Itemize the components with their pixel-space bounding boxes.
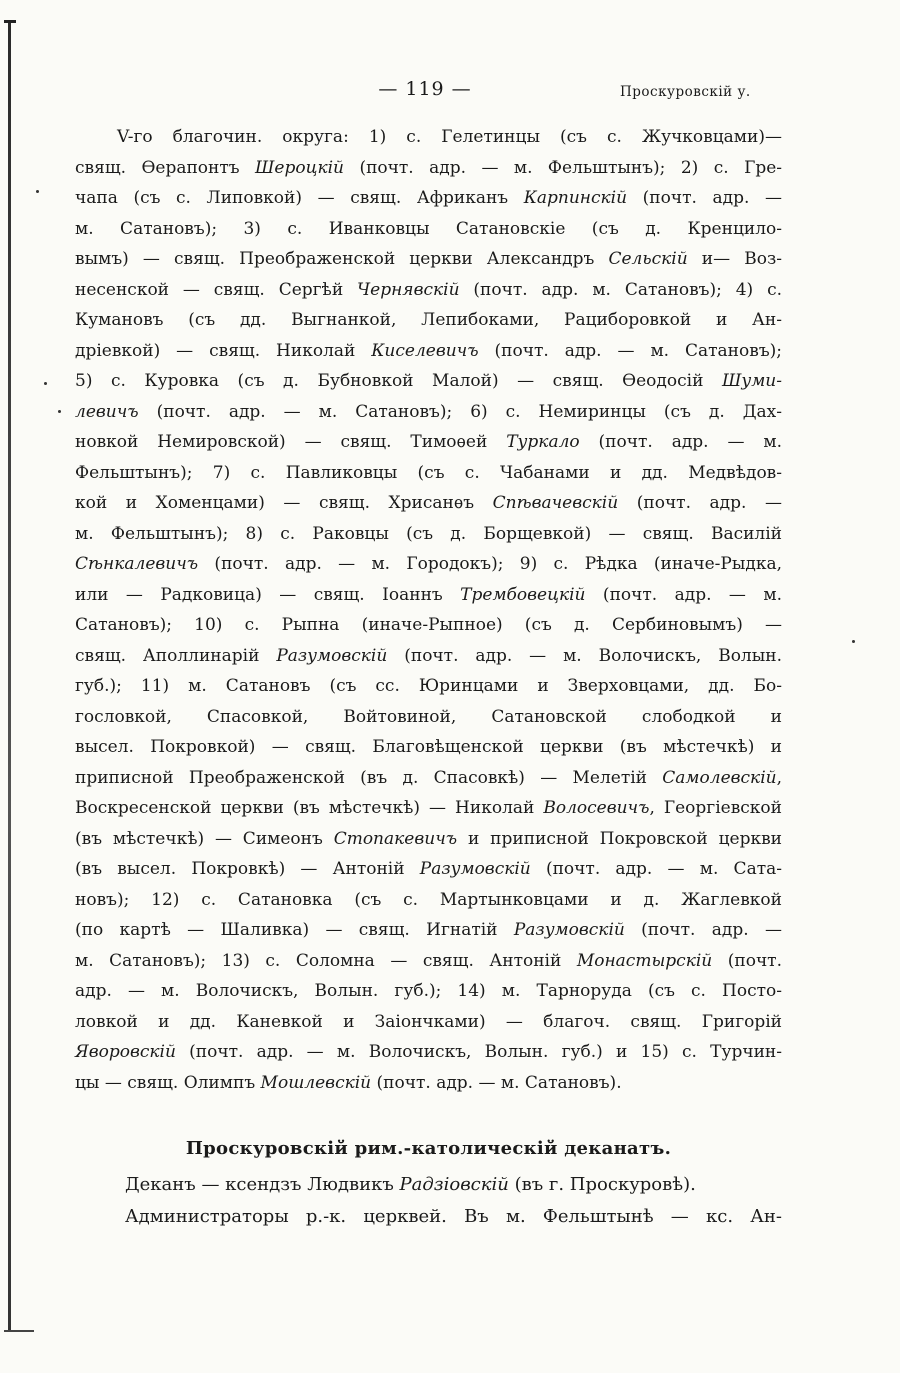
line-text: Кумановъ (съ дд. Выгнанкой, Лепибоками, Рациборовкой и Ан-	[75, 310, 782, 330]
paragraph-line	[75, 488, 782, 519]
line-text: гословкой, Спасовкой, Войтовиной, Сатановской слободкой и	[75, 706, 782, 727]
paragraph-line	[75, 763, 782, 794]
paragraph-line	[75, 1007, 782, 1038]
line-text: ,	[776, 767, 782, 788]
paragraph-line	[75, 915, 782, 946]
paragraph-line	[75, 946, 782, 977]
surname: Мошлевскій	[260, 1072, 372, 1093]
paragraph-line	[75, 549, 782, 580]
running-head: Проскуровскій у.	[620, 84, 751, 100]
line-text: (почт. адр. — м. Фельштынъ); 2) с. Гре-	[344, 157, 783, 178]
scan-binding-edge	[8, 22, 11, 1332]
dean-line	[75, 1174, 782, 1195]
surname: Разумовскій	[419, 859, 531, 879]
page-number: — 119 —	[378, 78, 472, 100]
line-text: вымъ) — свящ. Преображенской церкви Александръ	[75, 249, 609, 269]
administrators-line: Администраторы р.-к. церквей. Въ м. Фельштынѣ — кс. Ан-	[125, 1206, 782, 1227]
paragraph-line	[75, 366, 782, 397]
paragraph-line	[75, 641, 782, 672]
line-text: (въ высел. Покровкѣ) — Антоній	[75, 859, 420, 879]
dean-surname: Радзіовскій	[399, 1174, 509, 1195]
paragraph-line	[75, 824, 782, 855]
line-text: свящ. Ѳерапонтъ	[75, 157, 256, 178]
line-text: м. Фельштынъ); 8) с. Раковцы (съ д. Борщевкой) — свящ. Василій	[75, 523, 782, 544]
paragraph-line	[75, 976, 782, 1007]
surname: Шуми-	[721, 371, 782, 391]
line-text: адр. — м. Волочискъ, Волын. губ.); 14) м. Тарноруда (съ с. Посто-	[75, 981, 782, 1001]
section-heading: Проскуровскій рим.-католическій деканатъ.	[185, 1138, 672, 1159]
dean-text-2: (въ г. Проскуровѣ).	[508, 1174, 696, 1195]
scan-speck	[58, 410, 61, 413]
surname: Сельскій	[608, 249, 688, 269]
line-text: несенской — свящ. Сергѣй	[75, 279, 358, 300]
line-text: Воскресенской церкви (въ мѣстечкѣ) — Николай	[75, 798, 544, 818]
line-text: кой и Хоменцами) — свящ. Хрисанѳъ	[75, 493, 493, 513]
paragraph-line	[75, 1037, 782, 1068]
line-text: (по картѣ — Шаливка) — свящ. Игнатій	[75, 920, 514, 940]
line-text: (почт. адр. —	[618, 493, 782, 513]
paragraph-line	[75, 458, 782, 489]
line-text: Фельштынъ); 7) с. Павликовцы (съ с. Чабанами и дд. Медвѣдов-	[75, 462, 782, 483]
surname: Яворовскій	[75, 1042, 176, 1062]
surname: Разумовскій	[276, 645, 388, 666]
scan-speck	[852, 640, 855, 643]
line-text: губ.); 11) м. Сатановъ (съ сс. Юринцами и Зверховцами, дд. Бо-	[75, 676, 782, 696]
paragraph-line	[75, 671, 782, 702]
line-text: (почт. адр. — м.	[585, 584, 782, 605]
scan-speck	[44, 382, 47, 385]
line-text: дріевкой) — свящ. Николай	[75, 340, 372, 361]
line-text: и— Воз-	[687, 249, 782, 269]
scan-edge-mark-bottom	[4, 1330, 34, 1332]
paragraph-line	[75, 702, 782, 733]
line-text: свящ. Аполлинарій	[75, 645, 277, 666]
paragraph-line	[75, 183, 782, 214]
paragraph-line	[75, 336, 782, 367]
line-text: (почт. адр. — м. Сатановъ);	[478, 340, 782, 361]
paragraph-line	[75, 397, 782, 428]
paragraph-line	[75, 214, 782, 245]
line-text: цы — свящ. Олимпъ	[75, 1072, 261, 1093]
main-paragraph	[75, 122, 782, 1098]
paragraph-line	[75, 244, 782, 275]
line-text: (почт. адр. —	[627, 188, 782, 208]
line-text: (почт. адр. — м. Городокъ); 9) с. Рѣдка (иначе-Рыдка,	[198, 554, 782, 574]
line-text: 5) с. Куровка (съ д. Бубновкой Малой) — свящ. Ѳеодосій	[75, 371, 722, 391]
paragraph-line	[75, 610, 782, 641]
surname: Карпинскій	[523, 188, 628, 208]
surname: Трембовецкій	[460, 584, 586, 605]
line-text: и приписной Покровской церкви	[457, 828, 782, 849]
surname: левичъ	[75, 401, 139, 422]
line-text: (почт. адр. — м.	[579, 432, 782, 452]
line-text: (почт. адр. — м. Волочискъ, Волын.	[387, 645, 782, 666]
scan-speck	[36, 190, 39, 193]
surname: Монастырскій	[576, 950, 713, 971]
paragraph-line	[75, 427, 782, 458]
scan-edge-mark-top	[4, 20, 16, 23]
line-text: новъ); 12) с. Сатановка (съ с. Мартынковцами и д. Жаглевкой	[75, 889, 782, 910]
paragraph-line	[75, 854, 782, 885]
surname: Туркало	[506, 432, 580, 452]
surname: Чернявскій	[357, 279, 460, 300]
line-text: м. Сатановъ); 3) с. Иванковцы Сатановскіе (съ д. Кренцило-	[75, 218, 782, 239]
paragraph-line	[75, 793, 782, 824]
line-text: (почт. адр. — м. Сата-	[530, 859, 782, 879]
paragraph-line	[75, 122, 782, 153]
line-text: (почт. адр. — м. Волочискъ, Волын. губ.) и 15) с. Турчин-	[175, 1042, 782, 1062]
paragraph-line	[75, 732, 782, 763]
line-text: или — Радковица) — свящ. Іоаннъ	[75, 584, 461, 605]
paragraph-line	[75, 519, 782, 550]
page-header	[0, 78, 900, 108]
paragraph-line	[75, 580, 782, 611]
surname: Волосевичъ	[543, 798, 650, 818]
paragraph-line	[75, 275, 782, 306]
line-text: Сатановъ); 10) с. Рыпна (иначе-Рыпное) (съ д. Сербиновымъ) —	[75, 615, 782, 635]
line-text: новкой Немировской) — свящ. Тимоѳей	[75, 432, 507, 452]
line-text: ловкой и дд. Каневкой и Заіончками) — благоч. свящ. Григорій	[75, 1011, 782, 1032]
dean-text-1: Деканъ — ксендзъ Людвикъ	[125, 1174, 400, 1195]
line-text: чапа (съ с. Липовкой) — свящ. Африканъ	[75, 188, 524, 208]
paragraph-line	[75, 305, 782, 336]
surname: Разумовскій	[513, 920, 625, 940]
line-text: (почт. адр. м. Сатановъ); 4) с.	[459, 279, 782, 300]
surname: Спѣвачевскій	[492, 493, 619, 513]
surname: Стопакевичъ	[333, 828, 458, 849]
line-text: высел. Покровкой) — свящ. Благовѣщенской церкви (въ мѣстечкѣ) и	[75, 737, 782, 757]
line-text: (почт.	[712, 950, 782, 971]
line-text: (почт. адр. — м. Сатановъ); 6) с. Немиринцы (съ д. Дах-	[138, 401, 782, 422]
line-text: (въ мѣстечкѣ) — Симеонъ	[75, 828, 334, 849]
surname: Киселевичъ	[371, 340, 479, 361]
surname: Сѣнкалевичъ	[75, 554, 199, 574]
line-text: V-го благочин. округа: 1) с. Гелетинцы (съ с. Жучковцами)—	[117, 127, 782, 147]
paragraph-line	[75, 1068, 782, 1099]
surname: Шероцкій	[255, 157, 345, 178]
line-text: (почт. адр. —	[624, 920, 782, 940]
paragraph-line	[75, 885, 782, 916]
line-text: , Георгіевской	[649, 798, 782, 818]
surname: Самолевскій	[662, 767, 777, 788]
line-text: м. Сатановъ); 13) с. Соломна — свящ. Антоній	[75, 950, 577, 971]
paragraph-line	[75, 153, 782, 184]
line-text: приписной Преображенской (въ д. Спасовкѣ) — Мелетій	[75, 767, 663, 788]
line-text: (почт. адр. — м. Сатановъ).	[371, 1072, 622, 1093]
